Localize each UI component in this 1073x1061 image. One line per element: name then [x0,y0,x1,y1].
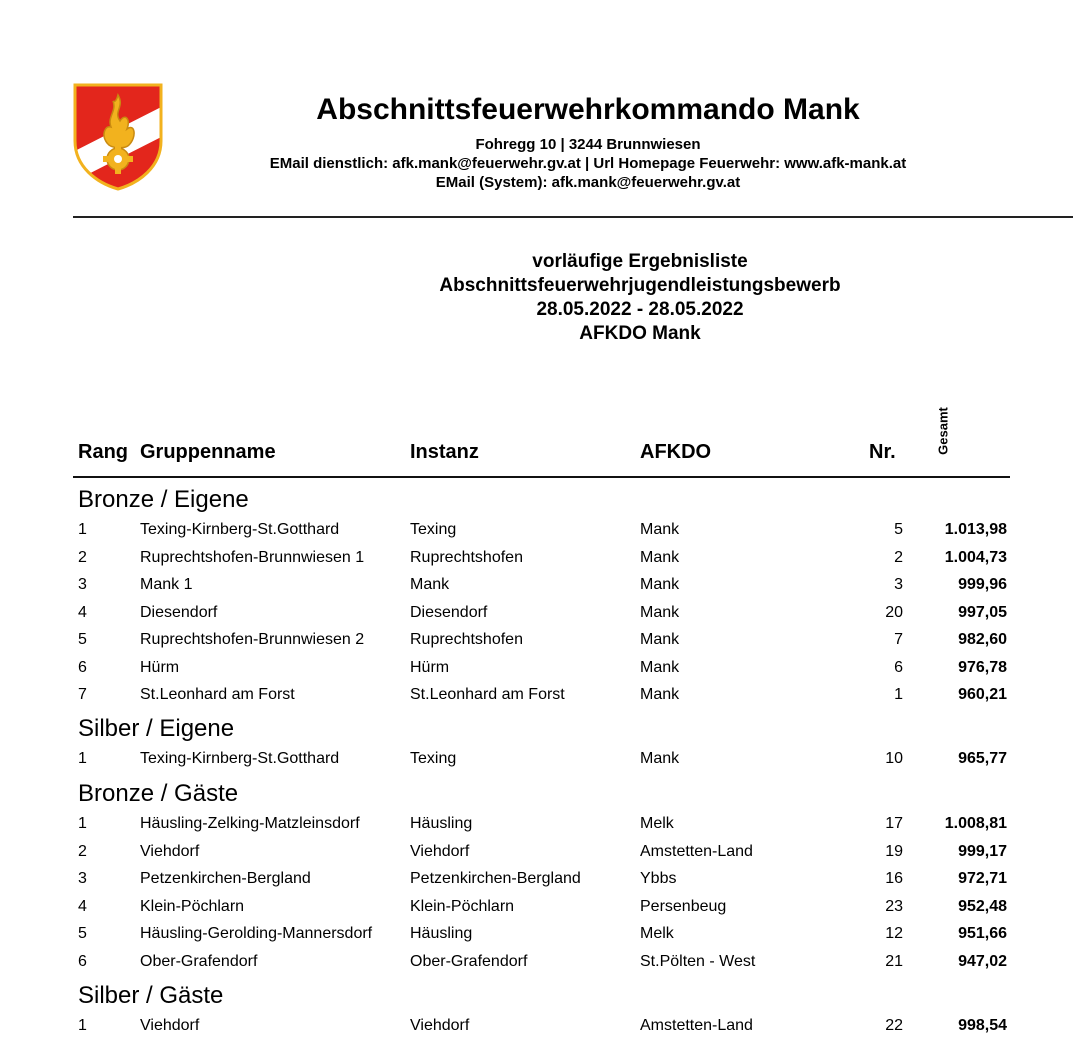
rank-cell: 6 [78,658,87,676]
group-cell: Mank 1 [140,576,193,593]
total-cell: 1.013,98 [944,521,1007,538]
instance-cell: Petzenkirchen-Bergland [410,870,581,887]
afkdo-cell: Melk [640,815,674,832]
nr-cell: 2 [894,548,903,566]
results-section [73,980,1073,1040]
nr-cell: 23 [885,897,903,915]
nr-cell: 21 [885,952,903,970]
instance-cell: Texing [410,750,457,767]
total-cell: 1.008,81 [944,815,1007,832]
rank-cell: 3 [78,576,87,593]
column-header-group: Gruppenname [140,441,276,463]
total-cell: 1.004,73 [944,548,1007,566]
section-title: Silber / Gäste [78,982,224,1009]
rank-cell: 2 [78,548,87,566]
group-cell: Hürm [140,658,180,676]
group-cell: Ruprechtshofen-Brunnwiesen 2 [140,631,365,648]
table-row [73,893,1073,921]
nr-cell: 5 [894,521,903,538]
total-cell: 960,21 [958,686,1007,703]
nr-cell: 7 [894,631,903,648]
total-cell: 965,77 [958,750,1007,767]
rank-cell: 1 [78,1017,87,1034]
afkdo-cell: Melk [640,925,674,942]
header-divider [73,216,1073,218]
rank-cell: 5 [78,631,87,648]
shield-flame-icon [73,83,163,191]
organization-system-email: EMail (System): afk.mank@feuerwehr.gv.at [435,174,741,191]
total-cell: 972,71 [958,870,1007,887]
document-title: vorläufige Ergebnisliste [532,251,748,272]
table-row [73,838,1073,866]
nr-cell: 10 [885,750,903,767]
afkdo-cell: St.Pölten - West [640,952,756,970]
afkdo-cell: Mank [640,576,680,593]
total-cell: 999,96 [958,576,1007,593]
afkdo-cell: Mank [640,603,680,621]
column-header-total: Gesamt [935,407,951,455]
header-rule [73,476,1010,478]
total-cell: 947,02 [958,952,1007,970]
rank-cell: 2 [78,842,87,860]
nr-cell: 20 [885,603,903,621]
instance-cell: Häusling [410,815,473,832]
table-row [73,681,1073,709]
afkdo-cell: Mank [640,548,680,566]
total-cell: 999,17 [958,842,1007,860]
group-cell: Petzenkirchen-Bergland [140,870,311,887]
competition-name: Abschnittsfeuerwehrjugendleistungsbewerb [439,275,841,296]
rank-cell: 1 [78,750,87,767]
table-row [73,654,1073,682]
instance-cell: Diesendorf [410,603,488,621]
organization-name: Abschnittsfeuerwehrkommando Mank [316,93,860,126]
rank-cell: 4 [78,897,87,915]
group-cell: St.Leonhard am Forst [140,686,295,703]
results-section [73,778,1073,975]
instance-cell: Mank [410,576,450,593]
nr-cell: 6 [894,658,903,676]
rank-cell: 4 [78,603,87,621]
column-header-rank: Rang [78,441,128,463]
total-cell: 998,54 [958,1017,1007,1034]
column-header-instance: Instanz [410,441,479,463]
group-cell: Klein-Pöchlarn [140,897,245,915]
table-row [73,544,1073,572]
group-cell: Viehdorf [140,1017,200,1034]
nr-cell: 3 [894,576,903,593]
instance-cell: St.Leonhard am Forst [410,686,565,703]
instance-cell: Texing [410,521,457,538]
total-cell: 951,66 [958,925,1007,942]
rank-cell: 1 [78,815,87,832]
group-cell: Ober-Grafendorf [140,952,258,970]
instance-cell: Häusling [410,925,473,942]
date-range: 28.05.2022 - 28.05.2022 [536,299,744,320]
table-row [73,1012,1073,1040]
instance-cell: Viehdorf [410,842,470,860]
organization-address: Fohregg 10 | 3244 Brunnwiesen [475,136,701,153]
group-cell: Häusling-Zelking-Matzleinsdorf [140,815,360,832]
afkdo-cell: Mank [640,686,680,703]
group-cell: Ruprechtshofen-Brunnwiesen 1 [140,548,365,566]
table-row [73,516,1073,544]
group-cell: Viehdorf [140,842,200,860]
group-cell: Diesendorf [140,603,218,621]
results-section [73,484,1073,709]
afkdo-cell: Amstetten-Land [640,842,753,860]
table-row [73,571,1073,599]
afkdo-cell: Mank [640,521,680,538]
afkdo-cell: Ybbs [640,870,677,887]
nr-cell: 1 [894,686,903,703]
nr-cell: 17 [885,815,903,832]
afkdo-cell: Mank [640,631,680,648]
table-row [73,810,1073,838]
instance-cell: Ober-Grafendorf [410,952,528,970]
afkdo-cell: Mank [640,658,680,676]
column-header-afkdo: AFKDO [640,441,712,463]
rank-cell: 3 [78,870,87,887]
section-title: Bronze / Gäste [78,780,239,807]
table-row [73,599,1073,627]
total-cell: 952,48 [958,897,1007,915]
nr-cell: 22 [885,1017,903,1034]
column-header-nr: Nr. [869,441,896,463]
table-row [73,745,1073,773]
nr-cell: 19 [885,842,903,860]
rank-cell: 5 [78,925,87,942]
results-section [73,713,1073,773]
fire-brigade-logo [73,83,163,191]
group-cell: Texing-Kirnberg-St.Gotthard [140,750,340,767]
table-row [73,920,1073,948]
instance-cell: Ruprechtshofen [410,631,523,648]
instance-cell: Hürm [410,658,450,676]
section-title: Bronze / Eigene [78,486,249,513]
instance-cell: Klein-Pöchlarn [410,897,515,915]
instance-cell: Ruprechtshofen [410,548,523,566]
rank-cell: 7 [78,686,87,703]
afkdo-cell: Amstetten-Land [640,1017,753,1034]
group-cell: Texing-Kirnberg-St.Gotthard [140,521,340,538]
table-row [73,626,1073,654]
district-name: AFKDO Mank [579,323,701,344]
afkdo-cell: Mank [640,750,680,767]
nr-cell: 12 [885,925,903,942]
table-row [73,948,1073,976]
total-cell: 982,60 [958,631,1007,648]
rank-cell: 1 [78,521,87,538]
organization-contact: EMail dienstlich: afk.mank@feuerwehr.gv.at | Url Homepage Feuerwehr: www.afk-mank.at [269,155,907,172]
section-title: Silber / Eigene [78,715,235,742]
nr-cell: 16 [885,870,903,887]
table-row [73,865,1073,893]
rank-cell: 6 [78,952,87,970]
total-cell: 997,05 [958,603,1007,621]
group-cell: Häusling-Gerolding-Mannersdorf [140,925,373,942]
total-cell: 976,78 [958,658,1007,676]
afkdo-cell: Persenbeug [640,897,727,915]
instance-cell: Viehdorf [410,1017,470,1034]
